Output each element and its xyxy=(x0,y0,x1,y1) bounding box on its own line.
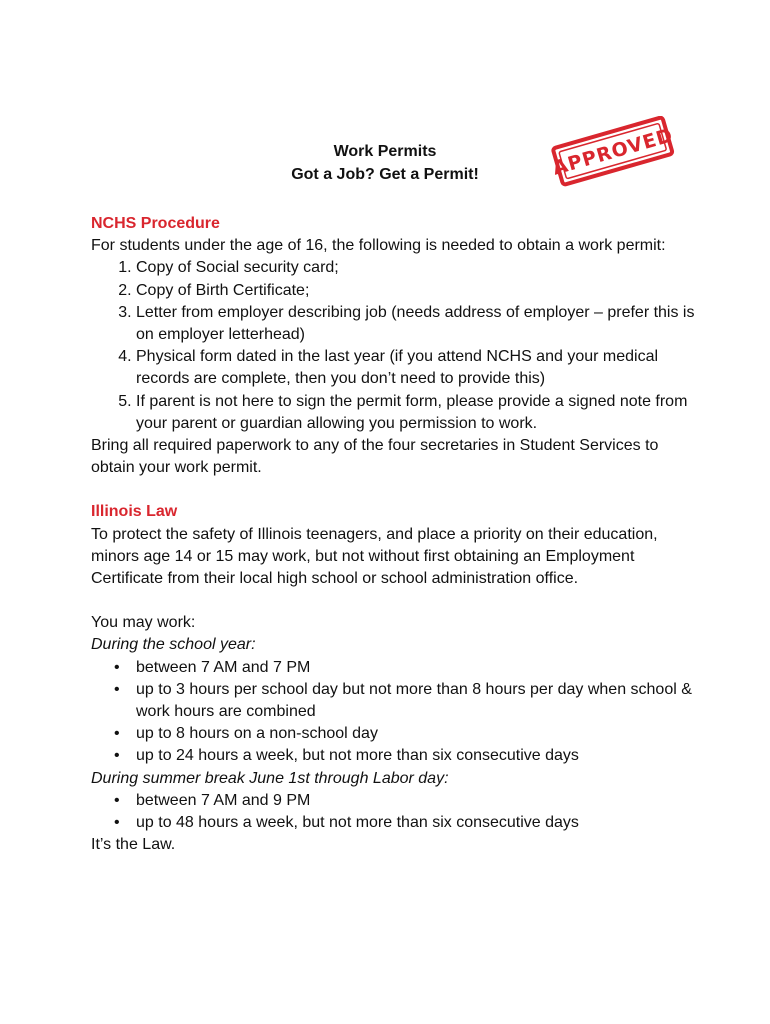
may-work-text: You may work: xyxy=(91,614,196,632)
nchs-intro: For students under the age of 16, the following is needed to obtain a work permit: xyxy=(91,237,666,255)
school-year-list xyxy=(91,657,701,768)
illinois-heading: Illinois Law xyxy=(91,503,178,521)
stamp-text: APPROVED xyxy=(550,124,676,180)
list-item: • between 7 AM and 9 PM xyxy=(136,790,701,812)
list-item: • between 7 AM and 7 PM xyxy=(136,657,701,679)
nchs-requirements-list xyxy=(91,257,701,435)
list-item: • up to 8 hours on a non-school day xyxy=(136,723,701,745)
spacer xyxy=(91,590,701,612)
school-year-label: During the school year: xyxy=(91,636,256,654)
law-closing: It’s the Law. xyxy=(91,836,176,854)
list-item: • up to 48 hours a week, but not more than six consecutive days xyxy=(136,812,701,834)
page-subtitle: Got a Job? Get a Permit! xyxy=(291,166,479,183)
list-item: 4. Physical form dated in the last year (if you attend NCHS and your medical records are complete, then you don’t need to provide this) xyxy=(136,346,701,390)
list-item: • up to 3 hours per school day but not more than 8 hours per day when school & work hours are combined xyxy=(136,679,701,723)
nchs-heading: NCHS Procedure xyxy=(91,215,220,232)
list-item: • up to 24 hours a week, but not more than six consecutive days xyxy=(136,745,701,767)
summer-label: During summer break June 1st through Labor day: xyxy=(91,769,449,787)
spacer xyxy=(91,479,701,501)
illinois-paragraph: To protect the safety of Illinois teenagers, and place a priority on their education, minors age 14 or 15 may work, but not without first obtaining an Employment Certificate from their local high school or school administration office. xyxy=(91,525,658,588)
list-item: 1. Copy of Social security card; xyxy=(136,257,701,279)
list-item: 3. Letter from employer describing job (needs address of employer – prefer this is on employer letterhead) xyxy=(136,302,701,346)
list-item: 5. If parent is not here to sign the permit form, please provide a signed note from your parent or guardian allowing you permission to work. xyxy=(136,391,701,435)
document-body xyxy=(91,213,701,856)
list-item: 2. Copy of Birth Certificate; xyxy=(136,280,701,302)
approved-stamp xyxy=(548,116,678,188)
summer-list xyxy=(91,790,701,834)
nchs-closing: Bring all required paperwork to any of the four secretaries in Student Services to obtain your work permit. xyxy=(91,437,659,477)
page-title: Work Permits xyxy=(333,143,437,160)
